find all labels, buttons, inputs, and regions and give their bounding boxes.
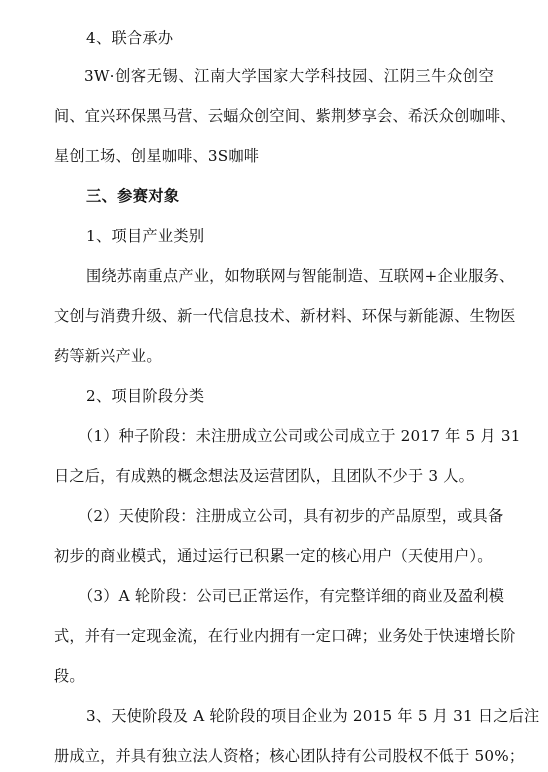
paragraph-line: （3）A 轮阶段：公司已正常运作，有完整详细的商业及盈利模 [78, 587, 505, 605]
paragraph-line: 3、天使阶段及 A 轮阶段的项目企业为 2015 年 5 月 31 日之后注 [86, 707, 540, 725]
paragraph-line: 段。 [54, 667, 85, 685]
paragraph-line: 日之后，有成熟的概念想法及运营团队，且团队不少于 3 人。 [54, 467, 474, 485]
paragraph-line: 药等新兴产业。 [54, 347, 162, 365]
paragraph-line: 围绕苏南重点产业，如物联网与智能制造、互联网+企业服务、 [86, 267, 515, 285]
paragraph-line: （1）种子阶段：未注册成立公司或公司成立于 2017 年 5 月 31 [78, 427, 521, 445]
paragraph-line: 3W·创客无锡、江南大学国家大学科技园、江阴三牛众创空 [84, 67, 494, 85]
paragraph-line: （2）天使阶段：注册成立公司，具有初步的产品原型，或具备 [78, 507, 504, 525]
section-subheading: 1、项目产业类别 [86, 227, 205, 245]
paragraph-line: 星创工场、创星咖啡、3S咖啡 [54, 147, 260, 165]
paragraph-line: 式，并有一定现金流，在行业内拥有一定口碑；业务处于快速增长阶 [54, 627, 516, 645]
section-heading: 三、参赛对象 [86, 187, 180, 205]
paragraph-line: 文创与消费升级、新一代信息技术、新材料、环保与新能源、生物医 [54, 307, 516, 325]
paragraph-line: 间、宜兴环保黑马营、云蝠众创空间、紫荆梦享会、希沃众创咖啡、 [54, 107, 516, 125]
section-subheading: 4、联合承办 [86, 29, 174, 47]
paragraph-line: 册成立，并具有独立法人资格；核心团队持有公司股权不低于 50%； [54, 747, 525, 765]
paragraph-line: 初步的商业模式，通过运行已积累一定的核心用户（天使用户）。 [54, 547, 493, 565]
section-subheading: 2、项目阶段分类 [86, 387, 205, 405]
